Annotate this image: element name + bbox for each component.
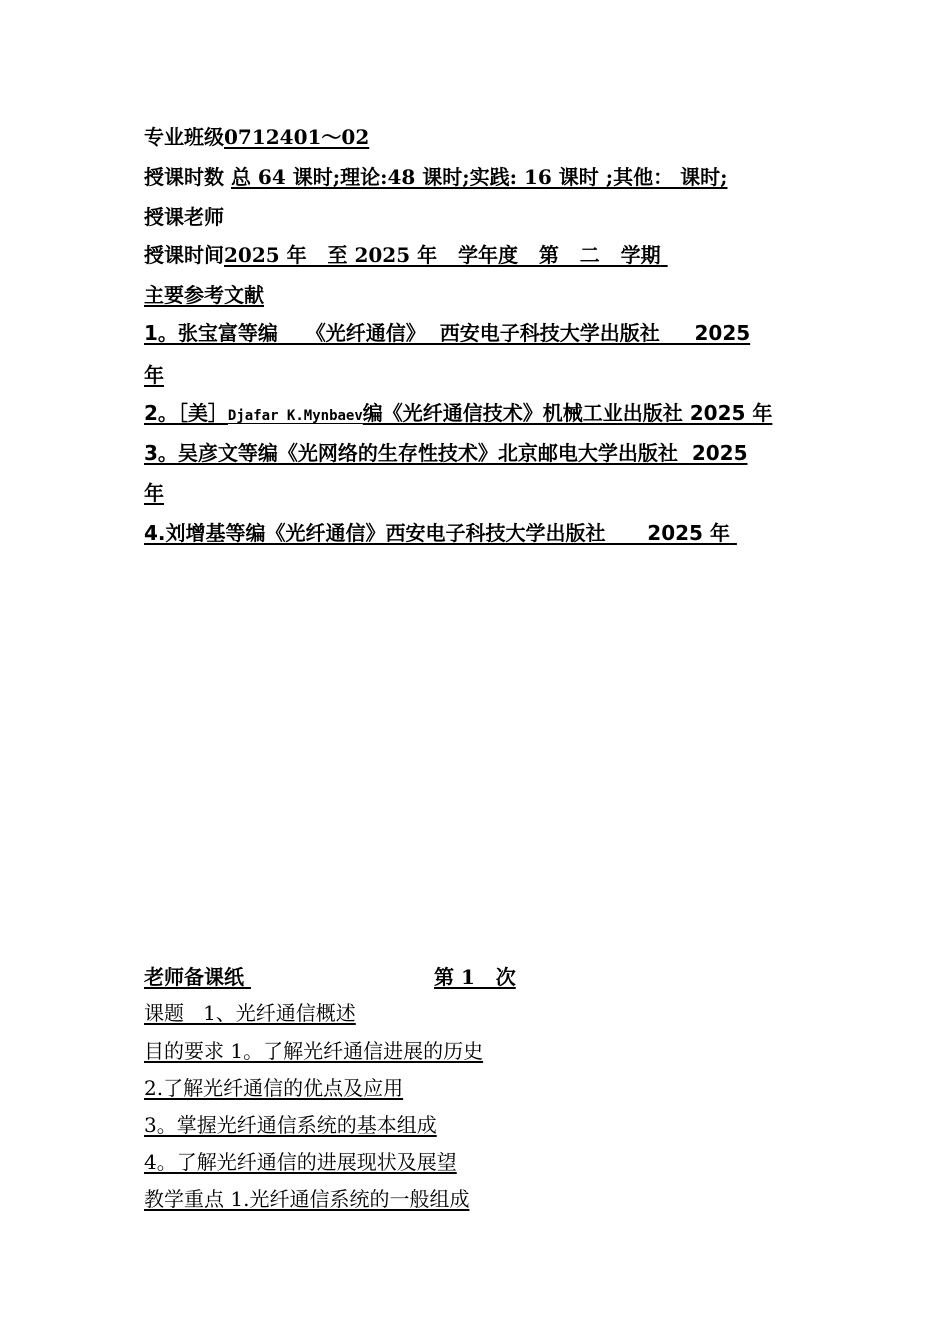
lesson-key-points: 教学重点 1.光纤通信系统的一般组成	[144, 1187, 470, 1211]
lesson-objective-2: 2.了解光纤通信的优点及应用	[144, 1076, 404, 1100]
lesson-topic: 课题 1、光纤通信概述	[144, 1001, 356, 1025]
period-value: 2025 年 至 2025 年 学年度 第 二 学期	[224, 243, 661, 267]
teacher-label: 授课老师	[144, 205, 224, 229]
references-heading: 主要参考文献	[144, 283, 264, 307]
period-underline-fill	[661, 242, 727, 268]
hours-line	[144, 164, 728, 190]
reference-2-author: Djafar K.Mynbaev	[227, 408, 363, 424]
lesson-session: 第 1 次	[434, 965, 516, 989]
reference-3-line2: 年	[144, 481, 164, 505]
lesson-header-title: 老师备课纸	[144, 965, 244, 989]
period-label: 授课时间	[144, 243, 224, 267]
reference-2-suffix: 编《光纤通信技术》机械工业出版社 2025 年	[362, 401, 773, 425]
hours-label: 授课时数	[144, 165, 224, 189]
hours-value: 总 64 课时;理论:48 课时;实践: 16 课时 ;其他： 课时;	[230, 165, 728, 189]
period-line	[144, 242, 727, 268]
class-line	[144, 124, 369, 150]
class-value: 0712401～02	[224, 125, 370, 149]
reference-2-prefix: 2。［美］	[144, 401, 228, 425]
reference-4-underline-fill	[730, 520, 752, 546]
lesson-objective-3: 3。掌握光纤通信系统的基本组成	[144, 1113, 437, 1137]
reference-2	[144, 400, 772, 429]
reference-1-line2: 年	[144, 363, 164, 387]
class-label: 专业班级	[144, 125, 224, 149]
reference-3-line1: 3。吴彦文等编《光网络的生存性技术》北京邮电大学出版社 2025	[144, 441, 748, 465]
reference-1-line1: 1。张宝富等编 《光纤通信》 西安电子科技大学出版社 2025	[144, 321, 751, 345]
lesson-objective-1: 目的要求 1。了解光纤通信进展的历史	[144, 1039, 484, 1063]
lesson-header-fill	[244, 964, 434, 990]
lesson-header	[144, 964, 516, 990]
teacher-line	[144, 204, 224, 230]
reference-4: 4.刘增基等编《光纤通信》西安电子科技大学出版社 2025 年	[144, 520, 752, 546]
lesson-objective-4: 4。了解光纤通信的进展现状及展望	[144, 1150, 457, 1174]
